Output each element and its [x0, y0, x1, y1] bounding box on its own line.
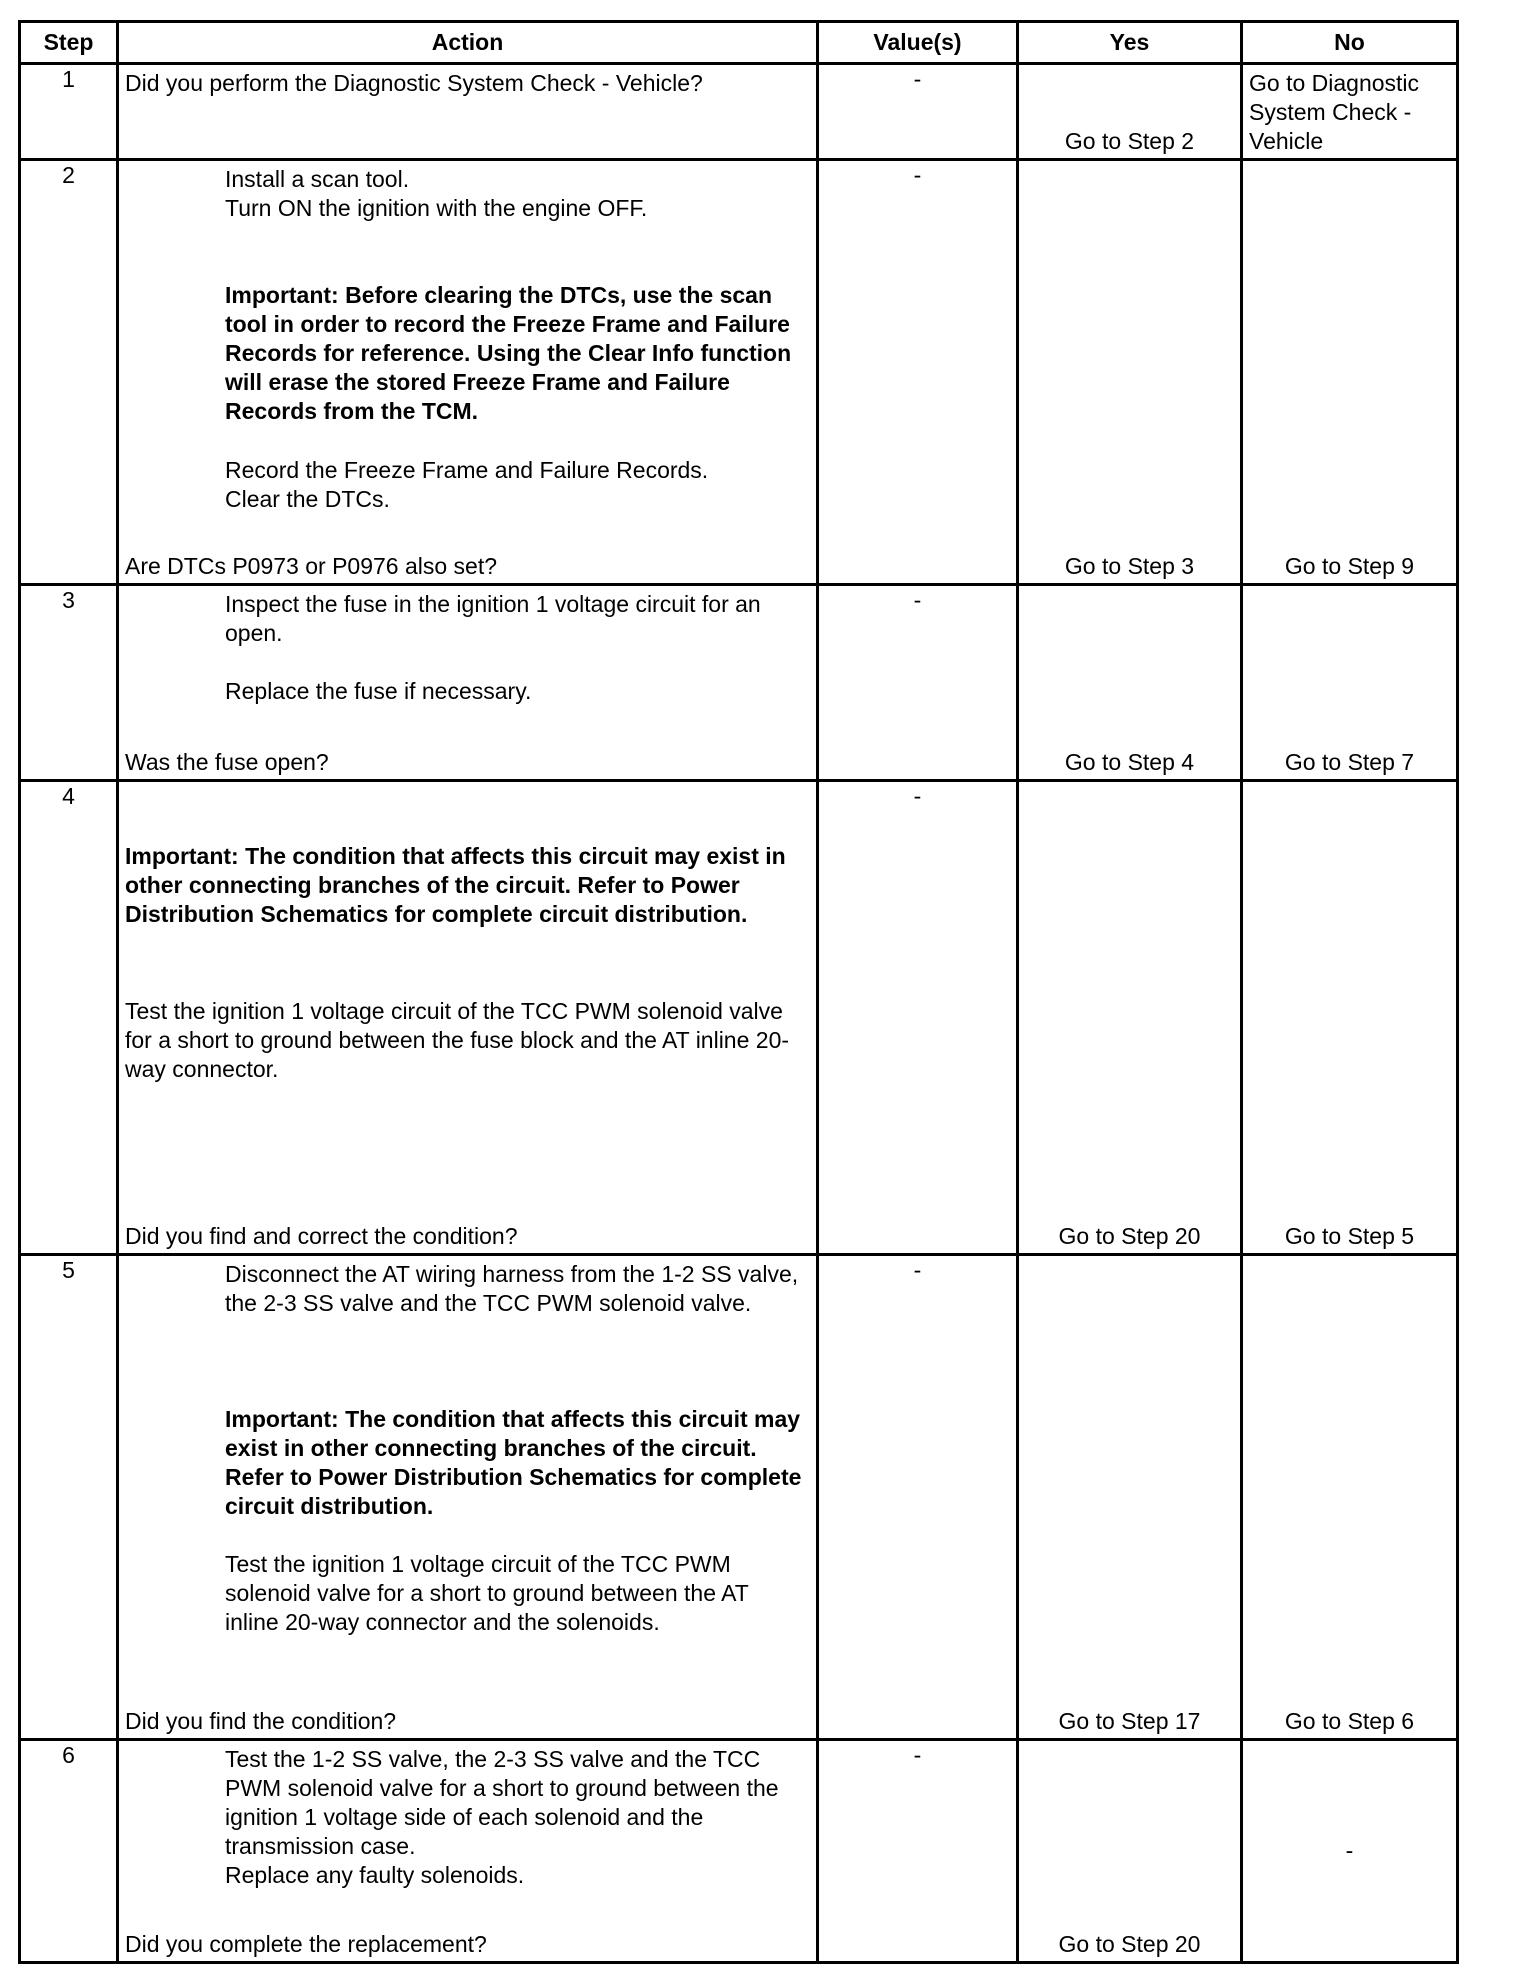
action-question: Are DTCs P0973 or P0976 also set? — [125, 553, 498, 579]
action-question: Did you perform the Diagnostic System Check - Vehicle? — [125, 70, 703, 96]
table-row — [20, 585, 1458, 781]
action-cell — [118, 64, 818, 160]
no-link[interactable]: Go to Step 5 — [1284, 1223, 1415, 1249]
no-cell — [1242, 1740, 1458, 1963]
action-cell — [118, 781, 818, 1255]
table-row — [20, 64, 1458, 160]
action-text: Install a scan tool. — [225, 166, 410, 192]
value-cell: - — [818, 585, 1018, 781]
action-text: Test the ignition 1 voltage circuit of the TCC PWM solenoid valve for a short to ground between the AT inline 20-way connector and the solenoids. — [225, 1551, 749, 1635]
no-link[interactable]: Go to Step 9 — [1284, 553, 1415, 579]
action-question: Did you complete the replacement? — [125, 1931, 487, 1957]
yes-link[interactable]: Go to Step 17 — [1058, 1708, 1201, 1734]
no-link[interactable]: Go to Diagnostic System Check - Vehicle — [1249, 70, 1420, 154]
step-number: 1 — [20, 64, 118, 160]
action-text: Replace the fuse if necessary. — [225, 678, 532, 704]
header-values: Value(s) — [818, 22, 1018, 64]
no-cell — [1242, 1255, 1458, 1740]
no-link[interactable]: Go to Step 7 — [1284, 749, 1415, 775]
action-text: Inspect the fuse in the ignition 1 voltage circuit for an open. — [225, 591, 761, 646]
value-cell: - — [818, 64, 1018, 160]
action-text: Test the 1-2 SS valve, the 2-3 SS valve and the TCC PWM solenoid valve for a short to ground between the ignition 1 voltage side of each solenoid and the transmission case. — [225, 1746, 779, 1859]
no-link[interactable]: Go to Step 6 — [1284, 1708, 1415, 1734]
yes-link[interactable]: Go to Step 3 — [1064, 553, 1195, 579]
step-number: 5 — [20, 1255, 118, 1740]
action-text: Replace any faulty solenoids. — [225, 1862, 525, 1888]
header-yes: Yes — [1018, 22, 1242, 64]
header-row — [20, 22, 1458, 64]
yes-cell — [1018, 1255, 1242, 1740]
value-cell: - — [818, 781, 1018, 1255]
yes-cell — [1018, 64, 1242, 160]
action-cell — [118, 1255, 818, 1740]
yes-link[interactable]: Go to Step 20 — [1058, 1931, 1201, 1957]
action-question: Did you find and correct the condition? — [125, 1223, 518, 1249]
action-cell — [118, 1740, 818, 1963]
step-number: 6 — [20, 1740, 118, 1963]
no-cell — [1242, 160, 1458, 585]
table-row — [20, 1255, 1458, 1740]
yes-cell — [1018, 781, 1242, 1255]
header-no: No — [1242, 22, 1458, 64]
action-text: Clear the DTCs. — [225, 486, 390, 512]
header-step: Step — [20, 22, 118, 64]
step-number: 3 — [20, 585, 118, 781]
no-cell — [1242, 64, 1458, 160]
no-cell — [1242, 781, 1458, 1255]
yes-cell — [1018, 585, 1242, 781]
header-action: Action — [118, 22, 818, 64]
step-number: 4 — [20, 781, 118, 1255]
table-row — [20, 160, 1458, 585]
step-number: 2 — [20, 160, 118, 585]
action-question: Was the fuse open? — [125, 749, 329, 775]
yes-link[interactable]: Go to Step 4 — [1064, 749, 1195, 775]
value-cell: - — [818, 1255, 1018, 1740]
action-text: Test the ignition 1 voltage circuit of the TCC PWM solenoid valve for a short to ground between the fuse block and the AT inline 20-way connector. — [125, 998, 790, 1082]
action-text: Record the Freeze Frame and Failure Records. — [225, 457, 709, 483]
action-text: Turn ON the ignition with the engine OFF. — [225, 195, 648, 221]
no-cell — [1242, 585, 1458, 781]
yes-link[interactable]: Go to Step 20 — [1058, 1223, 1201, 1249]
action-text: Disconnect the AT wiring harness from the 1-2 SS valve, the 2-3 SS valve and the TCC PWM solenoid valve. — [225, 1261, 799, 1316]
important-note: Important: The condition that affects this circuit may exist in other connecting branches of the circuit. Refer to Power Distribution Schematics for complete circuit distribution. — [125, 843, 786, 927]
important-note: Important: The condition that affects this circuit may exist in other connecting branches of the circuit. Refer to Power Distribution Schematics for complete circuit distribution. — [225, 1406, 802, 1519]
no-value: - — [1345, 1837, 1354, 1864]
value-cell: - — [818, 160, 1018, 585]
action-question: Did you find the condition? — [125, 1708, 397, 1734]
yes-cell — [1018, 1740, 1242, 1963]
action-cell — [118, 160, 818, 585]
yes-link[interactable]: Go to Step 2 — [1064, 128, 1195, 154]
table-row — [20, 1740, 1458, 1963]
table-row — [20, 781, 1458, 1255]
value-cell: - — [818, 1740, 1018, 1963]
action-cell — [118, 585, 818, 781]
important-note: Important: Before clearing the DTCs, use the scan tool in order to record the Freeze Frame and Failure Records for reference. Using the Clear Info function will erase the stored Freeze Frame and Failure Records from the TCM. — [225, 282, 792, 424]
diagnostic-table — [18, 20, 1459, 1964]
yes-cell — [1018, 160, 1242, 585]
